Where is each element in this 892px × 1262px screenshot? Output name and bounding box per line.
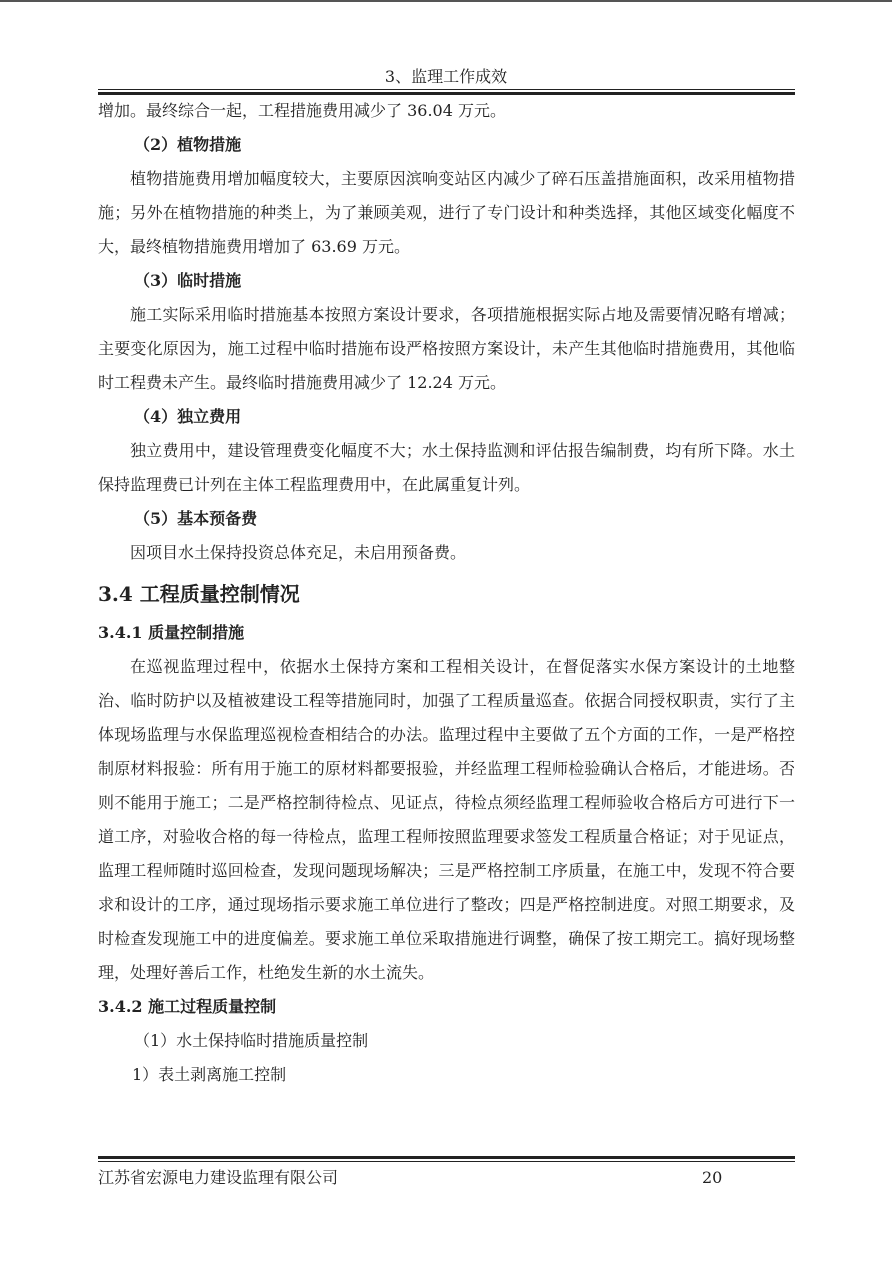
list-item-topsoil-stripping: 1）表土剥离施工控制 [132, 1065, 287, 1084]
paragraph-plant-measures: 植物措施费用增加幅度较大，主要原因滨响变站区内减少了碎石压盖措施面积，改采用植物措施；另外在植物措施的种类上，为了兼顾美观，进行了专门设计和种类选择，其他区域变化幅度不大，最终植物措施费用增加了 63.69 万元。 [98, 169, 795, 256]
header-rule-thin [98, 89, 795, 90]
section-heading-independent-costs: （4）独立费用 [134, 407, 242, 426]
paragraph-control-measures: 在巡视监理过程中，依据水土保持方案和工程相关设计，在督促落实水保方案设计的土地整治、临时防护以及植被建设工程等措施同时，加强了工程质量巡查。依据合同授权职责，实行了主体现场监理与水保监理巡视检查相结合的办法。监理过程中主要做了五个方面的工作，一是严格控制原材料报验：所有用于施工的原材料都要报验，并经监理工程师检验确认合格后，才能进场。否则不能用于施工；二是严格控制待检点、见证点，待检点须经监理工程师验收合格后方可进行下一道工序，对验收合格的每一待检点，监理工程师按照监理要求签发工程质量合格证；对于见证点，监理工程师随时巡回检查，发现问题现场解决；三是严格控制工序质量，在施工中，发现不符合要求和设计的工序，通过现场指示要求施工单位进行了整改；四是严格控制进度。对照工期要求，及时检查发现施工中的进度偏差。要求施工单位采取措施进行调整，确保了按工期完工。搞好现场整理，处理好善后工作，杜绝发生新的水土流失。 [98, 657, 795, 982]
list-item-temporary-measure-control: （1）水土保持临时措施质量控制 [134, 1031, 369, 1050]
section-heading-reserve-fee: （5）基本预备费 [134, 509, 258, 528]
page-body [98, 94, 795, 1092]
section-heading-plant-measures: （2）植物措施 [134, 135, 242, 154]
footer-company-name: 江苏省宏源电力建设监理有限公司 [98, 1168, 339, 1187]
footer-rule-thick [98, 1156, 795, 1159]
running-header-title: 3、监理工作成效 [384, 67, 508, 86]
paragraph-temporary-measures: 施工实际采用临时措施基本按照方案设计要求，各项措施根据实际占地及需要情况略有增减；主要变化原因为，施工过程中临时措施布设严格按照方案设计，未产生其他临时措施费用，其他临时工程费未产生。最终临时措施费用减少了 12.24 万元。 [98, 305, 795, 392]
paragraph-independent-costs: 独立费用中，建设管理费变化幅度不大；水土保持监测和评估报告编制费，均有所下降。水土保持监理费已计列在主体工程监理费用中，在此属重复计列。 [98, 441, 795, 494]
paragraph-intro: 增加。最终综合一起，工程措施费用减少了 36.04 万元。 [98, 101, 506, 120]
heading-3-4-2-process-control: 3.4.2 施工过程质量控制 [98, 997, 277, 1016]
footer-page-number: 20 [702, 1168, 723, 1187]
section-heading-temporary-measures: （3）临时措施 [134, 271, 242, 290]
heading-3-4-quality-control: 3.4 工程质量控制情况 [98, 582, 300, 606]
page-top-border [0, 0, 892, 2]
footer-rule-thin [98, 1161, 795, 1162]
heading-3-4-1-control-measures: 3.4.1 质量控制措施 [98, 623, 245, 642]
paragraph-reserve-fee: 因项目水土保持投资总体充足，未启用预备费。 [130, 543, 467, 562]
